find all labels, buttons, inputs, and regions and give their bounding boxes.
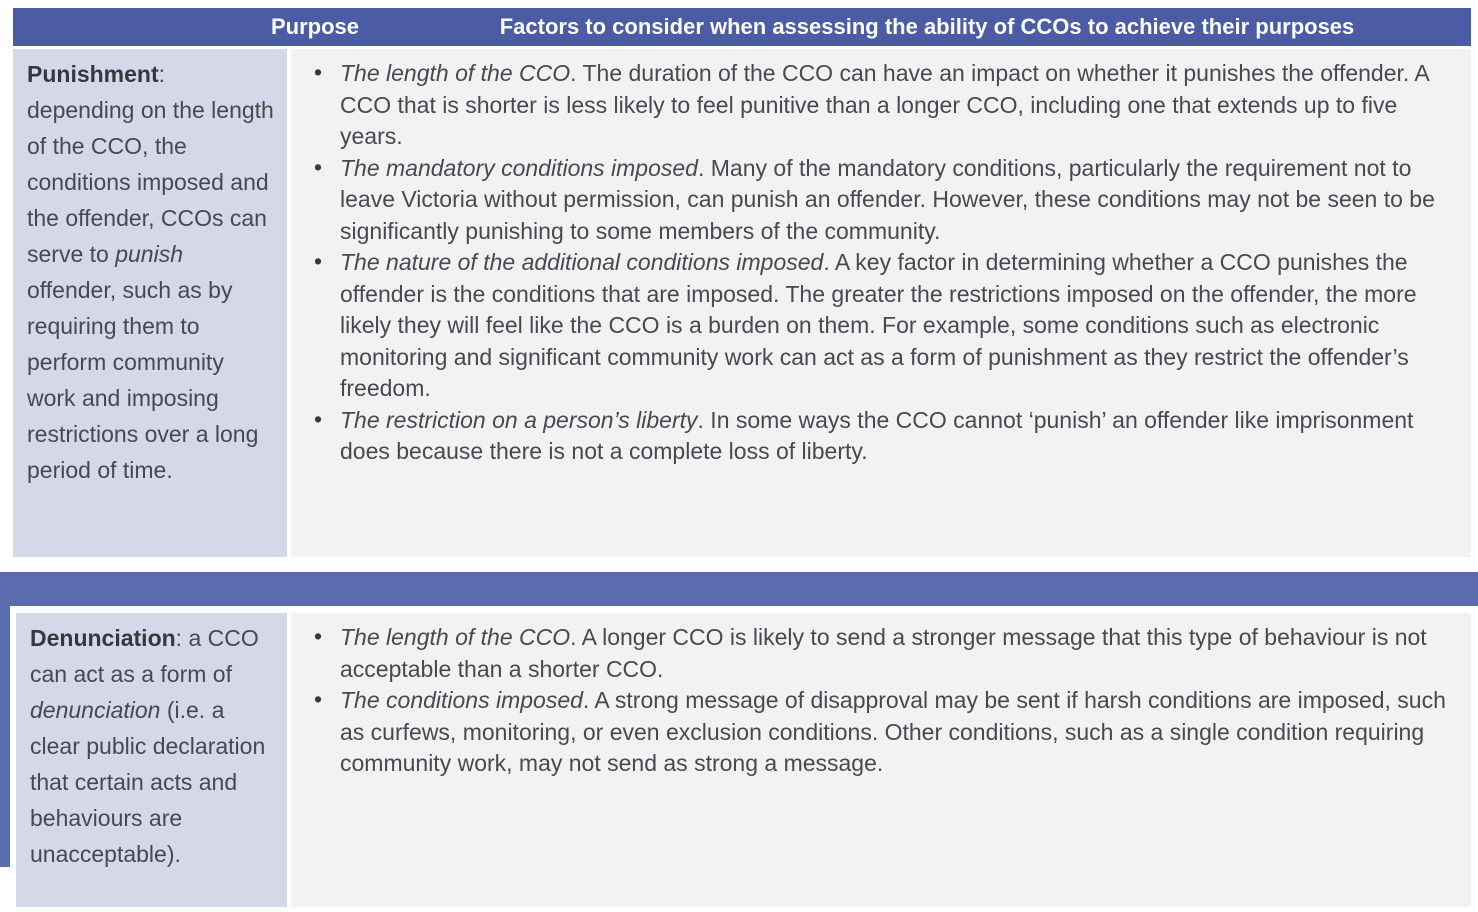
factor-item xyxy=(309,405,1449,468)
table-header-row xyxy=(13,8,1471,46)
section-divider-bar xyxy=(0,572,1478,606)
purpose-column-header: Purpose xyxy=(270,14,360,39)
factors-list xyxy=(309,58,1449,468)
purpose-text-segment: : depending on the length of the CCO, the conditions imposed and the offender, CCOs can serve to xyxy=(27,61,274,267)
factor-lead: The length of the CCO xyxy=(340,60,571,86)
factor-item xyxy=(309,153,1449,248)
factor-text: . The duration of the CCO can have an impact on whether it punishes the offender. A CCO that is shorter is less likely to feel punitive than a longer CCO, including one that extends up to five years. xyxy=(340,60,1429,149)
factor-item xyxy=(309,685,1449,780)
factors-cell xyxy=(291,49,1471,557)
factor-lead: The nature of the additional conditions imposed xyxy=(340,249,824,275)
factor-lead: The conditions imposed xyxy=(340,687,583,713)
purpose-text-segment: : a CCO can act as a form of xyxy=(30,625,259,687)
factor-text: . A strong message of disapproval may be sent if harsh conditions are imposed, such as curfews, monitoring, or even exclusion conditions. Other conditions, such as a single condition requiring community work, may not send as strong a message. xyxy=(340,687,1446,776)
factor-text: . A longer CCO is likely to send a stronger message that this type of behaviour is not acceptable than a shorter CCO. xyxy=(340,624,1427,682)
factor-item xyxy=(309,247,1449,405)
factors-cell xyxy=(291,613,1471,907)
purpose-text-segment: Punishment xyxy=(27,61,159,87)
purpose-text-segment: denunciation xyxy=(30,697,161,723)
factor-item xyxy=(309,622,1449,685)
purpose-cell xyxy=(16,613,287,907)
factors-list xyxy=(309,622,1449,780)
purpose-text-segment: (i.e. a clear public declaration that certain acts and behaviours are unacceptable). xyxy=(30,697,266,867)
factor-text: . Many of the mandatory conditions, particularly the requirement not to leave Victoria without permission, can punish an offender. However, these conditions may not be seen to be significantly punishing to some members of the community. xyxy=(340,154,1435,244)
factor-lead: The restriction on a person’s liberty xyxy=(340,406,698,433)
factor-lead: The mandatory conditions imposed xyxy=(340,154,698,181)
factor-lead: The length of the CCO xyxy=(340,624,571,650)
table-row-denunciation xyxy=(0,613,1478,907)
purpose-cell xyxy=(13,49,287,557)
purpose-text-segment: offender, such as by requiring them to perform community work and imposing restrictions over a long period of time. xyxy=(27,277,259,483)
factor-item xyxy=(309,58,1449,153)
purpose-text-segment: Denunciation xyxy=(30,625,176,651)
purpose-text-segment: punish xyxy=(115,241,183,267)
factor-text: . In some ways the CCO cannot ‘punish’ an offender like imprisonment does because there is not a complete loss of liberty. xyxy=(340,406,1414,464)
factors-column-header: Factors to consider when assessing the ability of CCOs to achieve their purposes xyxy=(499,14,1355,39)
factor-text: . A key factor in determining whether a CCO punishes the offender is the conditions that are imposed. The greater the restrictions imposed on the offender, the more likely they will feel like the CCO is a burden on them. For example, some conditions such as electronic monitoring and significant community work can act as a form of punishment as they restrict the offender’s freedom. xyxy=(340,249,1417,401)
table-row-punishment xyxy=(0,49,1478,557)
